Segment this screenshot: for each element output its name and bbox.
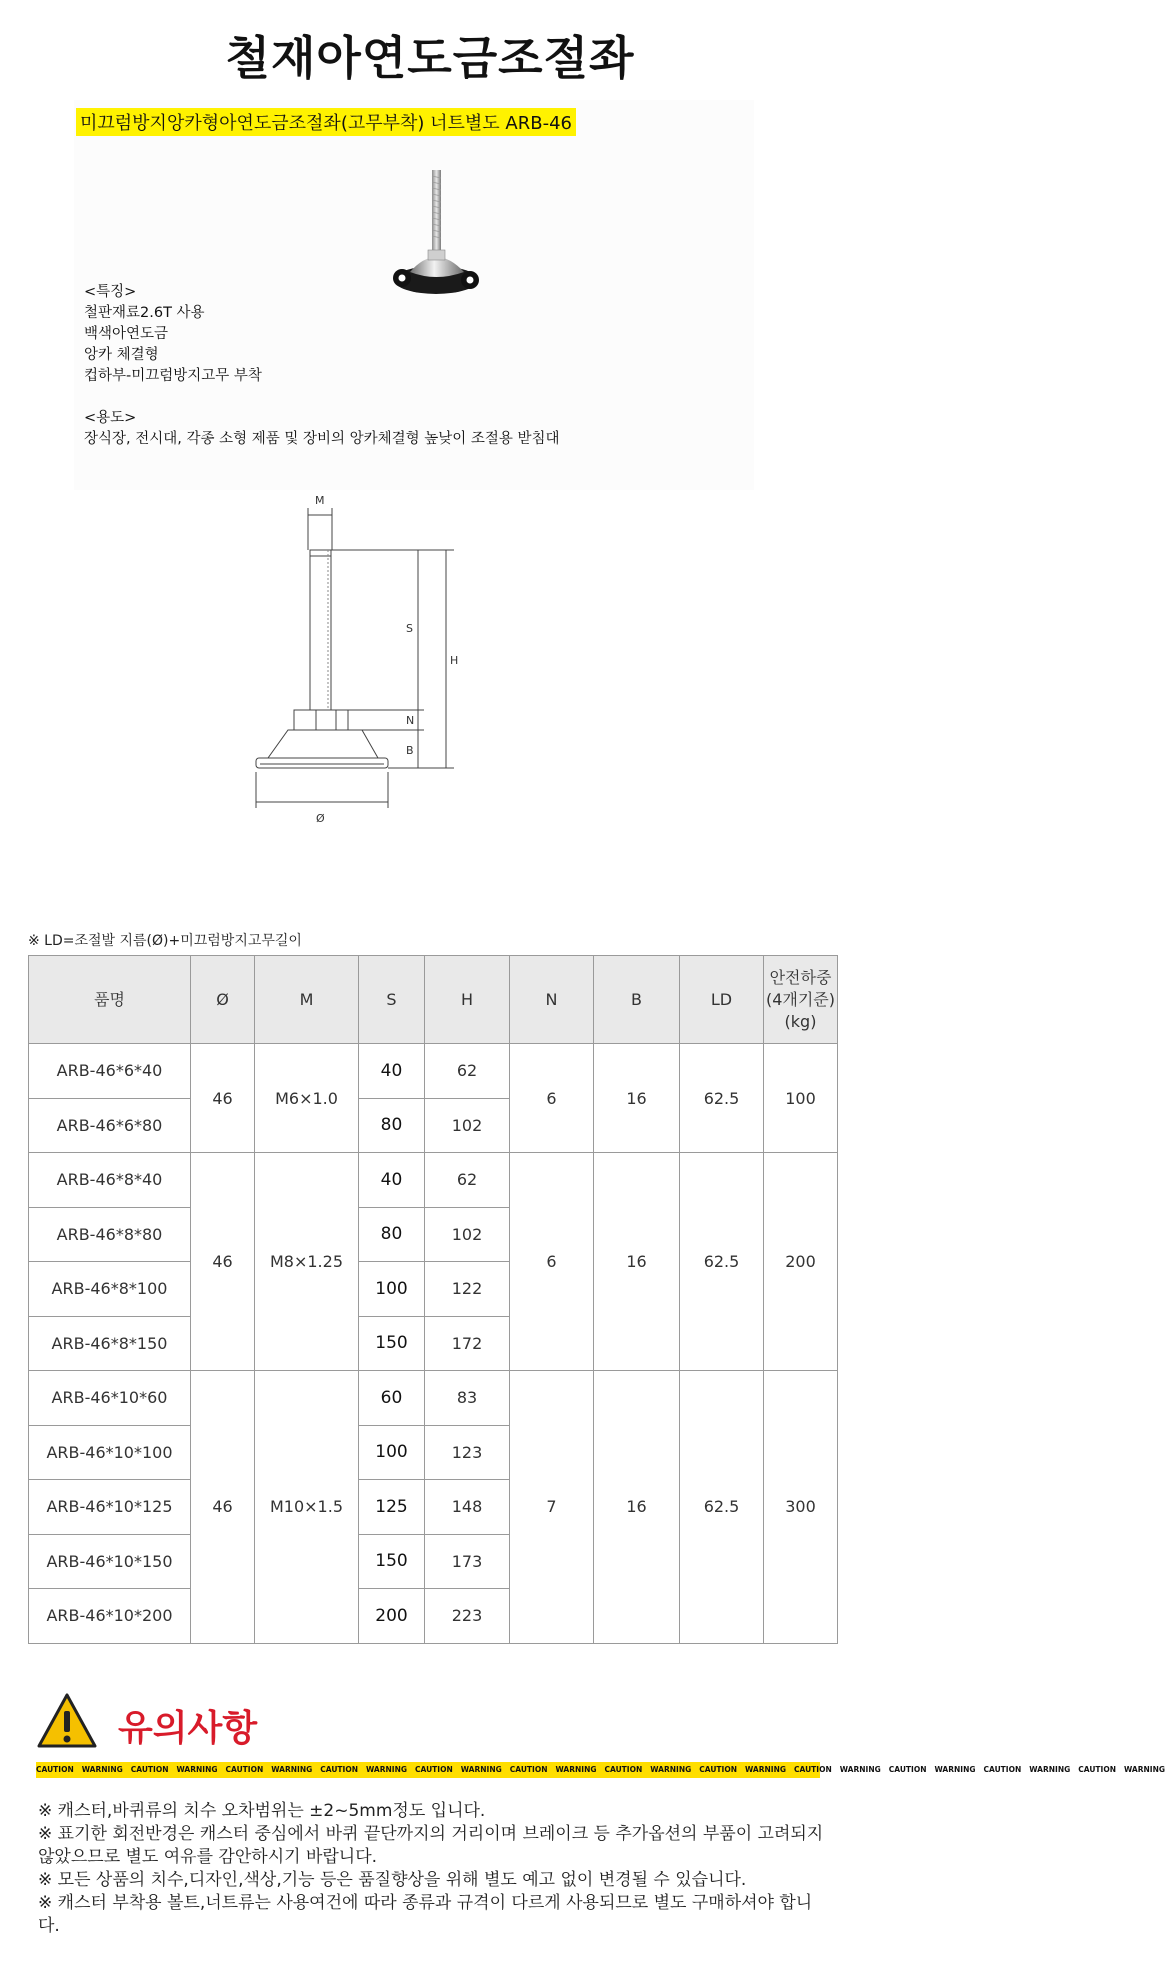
tape-word: WARNING xyxy=(271,1765,313,1774)
tape-word: CAUTION xyxy=(604,1765,643,1774)
tape-word: WARNING xyxy=(650,1765,692,1774)
cell-name: ARB-46*10*60 xyxy=(29,1371,191,1426)
cell-b: 16 xyxy=(594,1153,680,1371)
feature-heading: <특징> xyxy=(84,284,137,300)
ld-note: ※ LD=조절발 지름(Ø)+미끄럼방지고무길이 xyxy=(28,933,302,949)
cell-h: 223 xyxy=(425,1589,510,1644)
caution-notes xyxy=(38,1800,828,1938)
tape-word: WARNING xyxy=(460,1765,502,1774)
feature-item: 철판재료2.6T 사용 xyxy=(84,305,205,321)
cell-h: 102 xyxy=(425,1207,510,1262)
tape-word: CAUTION xyxy=(36,1765,74,1774)
tape-word: WARNING xyxy=(744,1765,786,1774)
feature-item: 백색아연도금 xyxy=(84,326,169,342)
cell-load: 300 xyxy=(764,1371,838,1644)
header-h: H xyxy=(425,956,510,1044)
cell-h: 148 xyxy=(425,1480,510,1535)
cell-n: 6 xyxy=(510,1153,594,1371)
cell-s: 60 xyxy=(359,1371,425,1426)
tape-word: CAUTION xyxy=(983,1765,1022,1774)
tape-word: WARNING xyxy=(934,1765,976,1774)
header-b: B xyxy=(594,956,680,1044)
header-load-line: (4개기준) xyxy=(765,989,836,1009)
cell-m: M8×1.25 xyxy=(255,1153,359,1371)
cell-h: 62 xyxy=(425,1153,510,1208)
feature-item: 앙카 체결형 xyxy=(84,347,159,363)
caution-note: ※ 표기한 회전반경은 캐스터 중심에서 바퀴 끝단까지의 거리이며 브레이크 등 추가옵션의 부품이 고려되지 않았으므로 별도 여유를 감안하시기 바랍니다. xyxy=(38,1824,824,1867)
cell-h: 62 xyxy=(425,1044,510,1099)
cell-h: 172 xyxy=(425,1316,510,1371)
cell-s: 125 xyxy=(359,1480,425,1535)
cell-b: 16 xyxy=(594,1371,680,1644)
tape-word: CAUTION xyxy=(320,1765,358,1774)
warning-icon xyxy=(36,1692,98,1750)
cell-h: 123 xyxy=(425,1425,510,1480)
cell-load: 100 xyxy=(764,1044,838,1153)
cell-name: ARB-46*8*150 xyxy=(29,1316,191,1371)
cell-name: ARB-46*8*100 xyxy=(29,1262,191,1317)
spec-table xyxy=(28,955,838,1644)
tape-word: WARNING xyxy=(1029,1765,1071,1774)
header-m: M xyxy=(255,956,359,1044)
table-row xyxy=(29,1153,838,1208)
feature-item: 컵하부-미끄럼방지고무 부착 xyxy=(84,368,262,384)
cell-load: 200 xyxy=(764,1153,838,1371)
header-load-line: (kg) xyxy=(784,1011,817,1031)
page-title: 철재아연도금조절좌 xyxy=(225,31,635,85)
header-n: N xyxy=(510,956,594,1044)
header-load-line: 안전하중 xyxy=(769,967,832,987)
cell-m: M6×1.0 xyxy=(255,1044,359,1153)
tape-word: CAUTION xyxy=(225,1765,264,1774)
cell-name: ARB-46*10*150 xyxy=(29,1534,191,1589)
cell-ld: 62.5 xyxy=(680,1371,764,1644)
header-dia: Ø xyxy=(191,956,255,1044)
cell-b: 16 xyxy=(594,1044,680,1153)
tape-word: WARNING xyxy=(365,1765,407,1774)
cell-h: 83 xyxy=(425,1371,510,1426)
dim-label-s: S xyxy=(406,622,413,635)
caution-note: ※ 캐스터,바퀴류의 치수 오차범위는 ±2~5mm정도 입니다. xyxy=(38,1801,486,1821)
cell-name: ARB-46*10*100 xyxy=(29,1425,191,1480)
caution-note: ※ 모든 상품의 치수,디자인,색상,기능 등은 품질향상을 위해 별도 예고 없이 변경될 수 있습니다. xyxy=(38,1870,747,1890)
tape-word: CAUTION xyxy=(888,1765,927,1774)
cell-n: 6 xyxy=(510,1044,594,1153)
header-name: 품명 xyxy=(29,956,191,1044)
dim-label-dia: Ø xyxy=(316,812,325,825)
cell-s: 80 xyxy=(359,1098,425,1153)
cell-dia: 46 xyxy=(191,1153,255,1371)
header-load xyxy=(764,956,838,1044)
product-subtitle: 미끄럼방지앙카형아연도금조절좌(고무부착) 너트별도 ARB-46 xyxy=(76,108,576,136)
cell-s: 100 xyxy=(359,1425,425,1480)
tape-word: WARNING xyxy=(555,1765,597,1774)
tape-word: WARNING xyxy=(839,1765,881,1774)
caution-note: ※ 캐스터 부착용 볼트,너트류는 사용여건에 따라 종류과 규격이 다르게 사용되므로 별도 구매하셔야 합니다. xyxy=(38,1893,813,1936)
caution-tape xyxy=(36,1762,1165,1778)
tape-word: WARNING xyxy=(81,1765,123,1774)
cell-name: ARB-46*8*40 xyxy=(29,1153,191,1208)
cell-name: ARB-46*6*40 xyxy=(29,1044,191,1099)
tape-word: CAUTION xyxy=(699,1765,737,1774)
cell-s: 80 xyxy=(359,1207,425,1262)
dim-label-h: H xyxy=(450,654,459,667)
dim-label-b: B xyxy=(406,744,414,757)
cell-m: M10×1.5 xyxy=(255,1371,359,1644)
tape-word: WARNING xyxy=(176,1765,218,1774)
header-s: S xyxy=(359,956,425,1044)
cell-s: 150 xyxy=(359,1316,425,1371)
cell-s: 40 xyxy=(359,1153,425,1208)
cell-name: ARB-46*8*80 xyxy=(29,1207,191,1262)
usage-heading: <용도> xyxy=(84,410,137,426)
tape-word: CAUTION xyxy=(415,1765,453,1774)
tape-word: CAUTION xyxy=(794,1765,832,1774)
cell-n: 7 xyxy=(510,1371,594,1644)
cell-s: 200 xyxy=(359,1589,425,1644)
table-row xyxy=(29,1371,838,1426)
header-ld: LD xyxy=(680,956,764,1044)
tape-word: WARNING xyxy=(1123,1765,1165,1774)
cell-dia: 46 xyxy=(191,1044,255,1153)
table-row xyxy=(29,1044,838,1099)
cell-s: 40 xyxy=(359,1044,425,1099)
cell-name: ARB-46*10*125 xyxy=(29,1480,191,1535)
tape-word: CAUTION xyxy=(130,1765,169,1774)
cell-h: 173 xyxy=(425,1534,510,1589)
cell-name: ARB-46*6*80 xyxy=(29,1098,191,1153)
caution-title: 유의사항 xyxy=(118,1708,258,1749)
cell-s: 100 xyxy=(359,1262,425,1317)
dimension-drawing xyxy=(300,488,610,888)
usage-text: 장식장, 전시대, 각종 소형 제품 및 장비의 앙카체결형 높낮이 조절용 받침대 xyxy=(84,431,560,447)
feature-block xyxy=(84,282,560,450)
cell-s: 150 xyxy=(359,1534,425,1589)
cell-ld: 62.5 xyxy=(680,1044,764,1153)
dim-label-m: M xyxy=(315,494,325,507)
cell-ld: 62.5 xyxy=(680,1153,764,1371)
tape-word: CAUTION xyxy=(509,1765,548,1774)
cell-dia: 46 xyxy=(191,1371,255,1644)
tape-word: CAUTION xyxy=(1078,1765,1116,1774)
dim-label-n: N xyxy=(406,714,415,727)
cell-h: 102 xyxy=(425,1098,510,1153)
cell-name: ARB-46*10*200 xyxy=(29,1589,191,1644)
table-header-row xyxy=(29,956,838,1044)
cell-h: 122 xyxy=(425,1262,510,1317)
